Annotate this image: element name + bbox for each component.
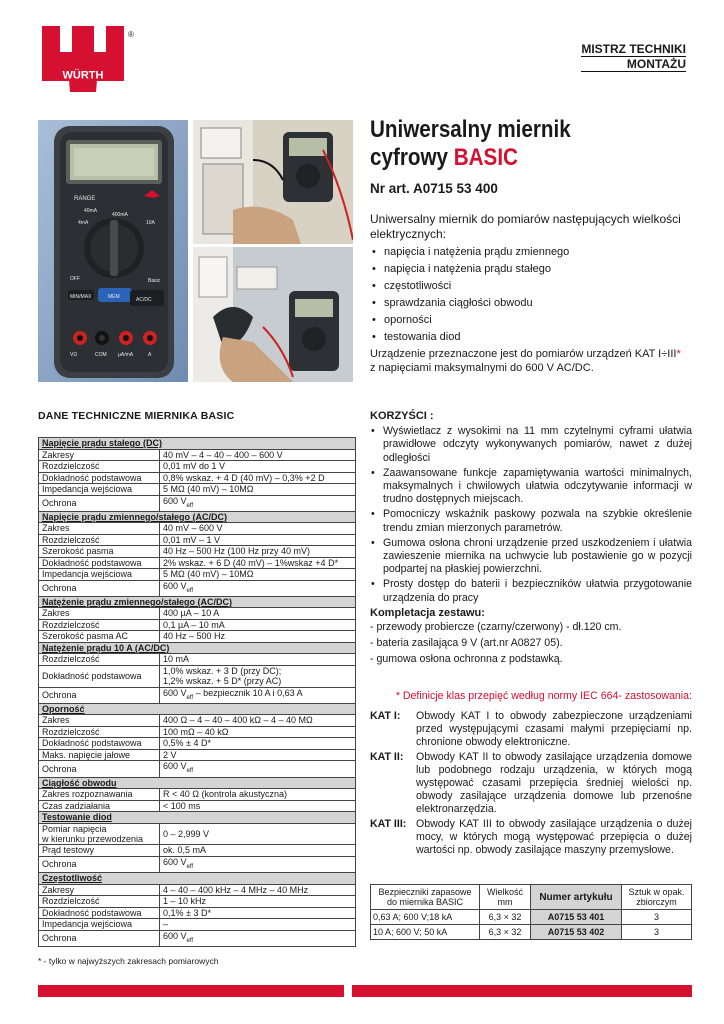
fuses-cell: 10 A; 600 V; 50 kA bbox=[371, 925, 480, 940]
tech-value bbox=[160, 884, 356, 896]
tech-value bbox=[160, 557, 356, 569]
tech-value-text: 1,2% wskaz. + 5 D* (przy AC) bbox=[163, 676, 282, 687]
tech-key-text: Ochrona bbox=[42, 583, 77, 594]
tech-row bbox=[39, 749, 356, 761]
tech-key-text: Maks. napięcie jałowe bbox=[42, 749, 131, 760]
tech-key-text: Ochrona bbox=[42, 690, 77, 701]
benefit-item: • Wyświetlacz z wysokimi na 11 mm czytelnymi cyframi ułatwia prawidłowe odczyty wykonywanych pomiarów, nawet z dużej odległości bbox=[370, 425, 692, 465]
footer-bar-right bbox=[352, 985, 692, 997]
tech-value bbox=[160, 856, 356, 872]
tech-key bbox=[39, 461, 160, 473]
benefit-item: • Zaawansowane funkcje zapamiętywania wartości minimalnych, maksymalnych i chwilowych ułatwia odczytywanie informacji w trudno dostępnych miejscach. bbox=[370, 467, 692, 507]
tech-value-text: – bbox=[163, 919, 169, 930]
tech-value-text: 5 MΩ (40 mV) – 10MΩ bbox=[163, 484, 254, 495]
tech-value bbox=[160, 534, 356, 546]
kat-row bbox=[370, 710, 692, 750]
tech-section-title: Natężenie prądu zmiennego/stałego (AC/DC) bbox=[39, 596, 356, 608]
tech-key bbox=[39, 557, 160, 569]
tech-row bbox=[39, 845, 356, 857]
tech-data-table bbox=[38, 437, 356, 947]
tech-value-text: 600 $V_{eff}$ bbox=[163, 495, 194, 509]
tech-footnote: * - tylko w najwyższych zakresach pomiarowych bbox=[38, 956, 219, 966]
tech-section-row bbox=[39, 812, 356, 824]
tech-value bbox=[160, 800, 356, 812]
fuses-row bbox=[371, 910, 692, 925]
svg-text:µA/mA: µA/mA bbox=[118, 352, 134, 358]
feature-item: • sprawdzania ciągłości obwodu bbox=[370, 296, 690, 310]
tech-row bbox=[39, 738, 356, 750]
tech-key-text: Impedancja wejściowa bbox=[42, 919, 133, 930]
benefit-item: • Pomocniczy wskaźnik paskowy pozwala na szybkie określenie trendu zmian mierzonych parametrów. bbox=[370, 508, 692, 534]
logo-text: WÜRTH bbox=[62, 69, 104, 82]
tech-value-text: 400 µA – 10 A bbox=[163, 608, 220, 619]
tech-key-text: Dokładność podstawowa bbox=[42, 472, 142, 483]
fuses-cell: A0715 53 401 bbox=[531, 910, 622, 925]
tech-value bbox=[160, 654, 356, 666]
tech-row bbox=[39, 856, 356, 872]
kit-item: - gumowa osłona ochronna z podstawką. bbox=[370, 653, 563, 666]
tech-value bbox=[160, 580, 356, 596]
tech-row bbox=[39, 495, 356, 511]
tech-section-row bbox=[39, 703, 356, 715]
feature-item: • częstotliwości bbox=[370, 279, 690, 293]
tech-key-text: Rozdzielczość bbox=[42, 896, 100, 907]
tech-section-title: Częstotliwość bbox=[39, 873, 356, 885]
feature-item: • testowania diod bbox=[370, 330, 690, 344]
tech-section-row bbox=[39, 873, 356, 885]
tech-row bbox=[39, 472, 356, 484]
tech-value bbox=[160, 546, 356, 558]
tech-value bbox=[160, 569, 356, 581]
tech-key bbox=[39, 919, 160, 931]
tech-value-text: 600 $V_{eff}$ bbox=[163, 761, 194, 775]
tech-value-text: 40 Hz – 500 Hz (100 Hz przy 40 mV) bbox=[163, 546, 311, 557]
kat-asterisk: * bbox=[676, 348, 681, 360]
product-title bbox=[370, 116, 654, 172]
tech-row bbox=[39, 665, 356, 687]
tech-value bbox=[160, 687, 356, 703]
kat-row bbox=[370, 818, 692, 858]
fuses-row bbox=[371, 925, 692, 940]
tech-key bbox=[39, 449, 160, 461]
tech-key-text: Dokładność podstawowa bbox=[42, 907, 142, 918]
fuses-header-row bbox=[371, 885, 692, 910]
tech-key-text: Zakresy bbox=[42, 449, 75, 460]
kat-text: Urządzenie przeznaczone jest do pomiarów urządzeń KAT I÷III bbox=[370, 348, 677, 360]
svg-text:400mA: 400mA bbox=[112, 212, 128, 218]
footer-bar-left bbox=[38, 985, 344, 997]
tech-key bbox=[39, 472, 160, 484]
tech-row bbox=[39, 546, 356, 558]
tech-key-text: Ochrona bbox=[42, 933, 77, 944]
tech-section-title: Napięcie prądu zmiennego/stałego (AC/DC) bbox=[39, 511, 356, 523]
tech-key bbox=[39, 715, 160, 727]
spare-fuses-table bbox=[370, 884, 692, 940]
tech-value-text: 0,1% ± 3 D* bbox=[163, 907, 211, 918]
tech-value-text: 40 mV – 4 – 40 – 400 – 600 V bbox=[163, 449, 283, 460]
tech-section-row bbox=[39, 596, 356, 608]
tech-row bbox=[39, 687, 356, 703]
tech-key-text: Zakres rozpoznawania bbox=[42, 789, 133, 800]
fuses-header: Bezpieczniki zapasowe do miernika BASIC bbox=[371, 885, 480, 910]
tech-key bbox=[39, 523, 160, 535]
tech-key bbox=[39, 495, 160, 511]
tech-row bbox=[39, 930, 356, 946]
feature-item: • napięcia i natężenia prądu stałego bbox=[370, 262, 690, 276]
tech-row bbox=[39, 461, 356, 473]
title-word-cyfrowy: cyfrowy bbox=[370, 144, 449, 171]
tech-key-text: Rozdzielczość bbox=[42, 726, 100, 737]
benefits-list bbox=[370, 425, 692, 605]
tech-key-text: Zakres bbox=[42, 523, 70, 534]
tech-key-text: Dokładność podstawowa bbox=[42, 671, 142, 682]
svg-text:VΩ: VΩ bbox=[70, 352, 78, 358]
tech-value-text: 400 Ω – 4 – 40 – 400 kΩ – 4 – 40 MΩ bbox=[163, 715, 313, 726]
fuses-header: Sztuk w opak. zbiorczym bbox=[622, 885, 692, 910]
tech-value-text: 2% wskaz. + 6 D (40 mV) – 1%wskaz +4 D* bbox=[163, 557, 339, 568]
tech-section-title: Oporność bbox=[39, 703, 356, 715]
svg-text:4mA: 4mA bbox=[78, 220, 89, 226]
tech-key bbox=[39, 546, 160, 558]
tech-row bbox=[39, 896, 356, 908]
application-photo-1 bbox=[193, 120, 353, 244]
tech-key bbox=[39, 665, 160, 687]
tech-key bbox=[39, 761, 160, 777]
tech-value bbox=[160, 665, 356, 687]
svg-text:40mA: 40mA bbox=[84, 208, 98, 214]
tech-key-text: Prąd testowy bbox=[42, 845, 95, 856]
tech-value-text: 600 $V_{eff}$ bbox=[163, 930, 194, 944]
kit-item: - przewody probiercze (czarny/czerwony) - dł.120 cm. bbox=[370, 621, 622, 634]
tech-key bbox=[39, 484, 160, 496]
tech-key-text: Pomiar napięcia bbox=[42, 823, 107, 834]
tech-value-text: ok. 0,5 mA bbox=[163, 845, 207, 856]
title-accent-basic: BASIC bbox=[453, 144, 518, 171]
tech-value-text: 40 mV – 600 V bbox=[163, 523, 223, 534]
registered-mark: ® bbox=[128, 30, 134, 39]
tech-row bbox=[39, 715, 356, 727]
tech-value-text: 10 mA bbox=[163, 654, 190, 665]
tech-row bbox=[39, 919, 356, 931]
tech-value bbox=[160, 484, 356, 496]
benefits-section bbox=[370, 410, 692, 670]
tech-value bbox=[160, 845, 356, 857]
tech-key-text: Rozdzielczość bbox=[42, 461, 100, 472]
tech-value bbox=[160, 608, 356, 620]
tech-section-title: Napięcie prądu stałego (DC) bbox=[39, 438, 356, 450]
tech-key-text: Szerokość pasma AC bbox=[42, 631, 129, 642]
tech-key-text: Ochrona bbox=[42, 859, 77, 870]
tech-section-row bbox=[39, 777, 356, 789]
fuses-cell: 6,3 × 32 bbox=[480, 910, 531, 925]
title-line-2 bbox=[370, 144, 654, 172]
tech-row bbox=[39, 484, 356, 496]
tech-key-text: Rozdzielczość bbox=[42, 619, 100, 630]
tech-value bbox=[160, 930, 356, 946]
tech-value bbox=[160, 449, 356, 461]
tech-key bbox=[39, 823, 160, 845]
multimeter-photo bbox=[38, 120, 188, 382]
tech-value-text: 0,5% ± 4 D* bbox=[163, 738, 211, 749]
tech-row bbox=[39, 789, 356, 801]
tech-key bbox=[39, 896, 160, 908]
tech-key bbox=[39, 631, 160, 643]
tech-key-text: Zakres bbox=[42, 715, 70, 726]
tech-value bbox=[160, 761, 356, 777]
tech-value-text: 600 $V_{eff}$ bbox=[163, 580, 194, 594]
tech-key-text: Zakres bbox=[42, 608, 70, 619]
tech-value-text: 0,8% wskaz. + 4 D (40 mV) – 0,3% +2 D bbox=[163, 472, 325, 483]
benefit-item: • Gumowa osłona chroni urządzenie przed uszkodzeniem i ułatwia zawieszenie miernika na uchwycie lub postawienie go w pozycji podpartej na płaskiej powierzchni. bbox=[370, 537, 692, 577]
tech-value-text: 0 – 2,999 V bbox=[163, 828, 210, 839]
tech-value-text: 600 $V_{eff}$ – bezpiecznik 10 A i 0,63 A bbox=[163, 687, 303, 701]
svg-text:OFF: OFF bbox=[70, 276, 80, 282]
tech-data-title: DANE TECHNICZNE MIERNIKA BASIC bbox=[38, 410, 235, 422]
tech-value-text: 100 mΩ – 40 kΩ bbox=[163, 726, 229, 737]
tech-key-text: Dokładność podstawowa bbox=[42, 557, 142, 568]
kat-text-2: z napięciami maksymalnymi do 600 V AC/DC. bbox=[370, 361, 594, 374]
kat-row bbox=[370, 751, 692, 817]
tech-value-text: 0,1 µA – 10 mA bbox=[163, 619, 225, 630]
tech-section-row bbox=[39, 438, 356, 450]
tech-row bbox=[39, 580, 356, 596]
kat-text: Obwody KAT I to obwody zabezpieczone urządzeniami przed występującymi czasami małymi przepięciami np. chronione obwody elektroniczne. bbox=[416, 710, 692, 749]
article-number: Nr art. A0715 53 400 bbox=[370, 181, 498, 196]
tech-row bbox=[39, 654, 356, 666]
benefits-title: KORZYŚCI : bbox=[370, 410, 434, 422]
tech-key bbox=[39, 654, 160, 666]
header-line-1: MISTRZ TECHNIKI bbox=[581, 42, 686, 56]
kat-text: Obwody KAT II to obwody zasilające urządzenia domowe lub podobnego rodzaju urządzenia, w których mogą występować czasami przepięcia średniej wielości np. obwody zasilające urządzenia domowe lub przenośne elektronarzędzia. bbox=[416, 750, 692, 816]
wurth-logo bbox=[38, 24, 128, 94]
tech-value-text: R < 40 Ω (kontrola akustyczna) bbox=[163, 789, 288, 800]
tech-key-text: Ochrona bbox=[42, 497, 77, 508]
tech-row bbox=[39, 608, 356, 620]
tech-key bbox=[39, 789, 160, 801]
tech-value bbox=[160, 749, 356, 761]
tech-row bbox=[39, 726, 356, 738]
kat-text: Obwody KAT III to obwody zasilające urządzenia o dużej mocy, w których mogą występować przepięcia o dużej wartości np. obwody zasilające maszyny przemysłowe. bbox=[416, 817, 692, 857]
tech-row bbox=[39, 800, 356, 812]
tech-value bbox=[160, 789, 356, 801]
tech-key bbox=[39, 569, 160, 581]
tech-value-text: 1,0% wskaz. + 3 D (przy DC); bbox=[163, 665, 282, 676]
tech-section-row bbox=[39, 511, 356, 523]
tech-value-text: 40 Hz – 500 Hz bbox=[163, 631, 226, 642]
tech-key bbox=[39, 534, 160, 546]
tech-value-text: 4 – 40 – 400 kHz – 4 MHz – 40 MHz bbox=[163, 884, 309, 895]
feature-item: • napięcia i natężenia prądu zmiennego bbox=[370, 245, 690, 259]
tech-value bbox=[160, 495, 356, 511]
benefit-item: • Prosty dostęp do baterii i bezpieczników ułatwia przygotowanie urządzenia do pracy bbox=[370, 578, 692, 604]
fuses-cell: A0715 53 402 bbox=[531, 925, 622, 940]
svg-text:COM: COM bbox=[95, 352, 107, 358]
fuses-cell: 6,3 × 32 bbox=[480, 925, 531, 940]
tech-value bbox=[160, 726, 356, 738]
svg-text:A: A bbox=[148, 352, 152, 358]
feature-item: • oporności bbox=[370, 313, 690, 327]
tech-key bbox=[39, 907, 160, 919]
title-line-1: Uniwersalny miernik bbox=[370, 116, 571, 143]
fuses-cell: 0,63 A; 600 V;18 kA bbox=[371, 910, 480, 925]
tech-row bbox=[39, 449, 356, 461]
tech-value-text: 0,01 mV – 1 V bbox=[163, 534, 221, 545]
tech-value-text: 1 – 10 kHz bbox=[163, 896, 207, 907]
kit-item: - bateria zasilająca 9 V (art.nr A0827 05). bbox=[370, 637, 563, 650]
tech-section-title: Natężenie prądu 10 A (AC/DC) bbox=[39, 642, 356, 654]
svg-text:Basic: Basic bbox=[148, 278, 161, 284]
series-header bbox=[581, 42, 686, 72]
tech-key bbox=[39, 800, 160, 812]
tech-row bbox=[39, 619, 356, 631]
tech-value bbox=[160, 631, 356, 643]
fuses-cell: 3 bbox=[622, 910, 692, 925]
tech-value-text: < 100 ms bbox=[163, 800, 201, 811]
tech-value bbox=[160, 472, 356, 484]
tech-row bbox=[39, 557, 356, 569]
tech-value bbox=[160, 919, 356, 931]
header-line-2: MONTAŻU bbox=[581, 57, 686, 72]
tech-row bbox=[39, 534, 356, 546]
tech-key bbox=[39, 738, 160, 750]
svg-text:10A: 10A bbox=[146, 220, 155, 226]
tech-row bbox=[39, 569, 356, 581]
tech-row bbox=[39, 823, 356, 845]
kit-title: Kompletacja zestawu: bbox=[370, 606, 485, 619]
tech-key bbox=[39, 884, 160, 896]
tech-key-text: Dokładność podstawowa bbox=[42, 738, 142, 749]
tech-key-text: Rozdzielczość bbox=[42, 654, 100, 665]
tech-key bbox=[39, 845, 160, 857]
tech-key bbox=[39, 608, 160, 620]
fuses-header: Numer artykułu bbox=[531, 885, 622, 910]
feature-list bbox=[370, 245, 690, 344]
application-photo-2 bbox=[193, 247, 353, 382]
tech-value bbox=[160, 619, 356, 631]
tech-key-text: Zakresy bbox=[42, 884, 75, 895]
tech-key-text: Szerokość pasma bbox=[42, 546, 114, 557]
kat-label: KAT II: bbox=[370, 750, 404, 763]
kat-definitions bbox=[370, 710, 692, 858]
tech-key bbox=[39, 726, 160, 738]
tech-value bbox=[160, 896, 356, 908]
svg-text:RANGE: RANGE bbox=[74, 196, 96, 202]
tech-value bbox=[160, 715, 356, 727]
kat-definitions-note: * Definicje klas przepięć według normy IEC 664- zastosowania: bbox=[395, 690, 692, 702]
tech-section-row bbox=[39, 642, 356, 654]
svg-text:MIN/MAX: MIN/MAX bbox=[70, 294, 92, 300]
tech-section-title: Testowanie diod bbox=[39, 812, 356, 824]
tech-key bbox=[39, 619, 160, 631]
tech-key bbox=[39, 687, 160, 703]
intro-text: Uniwersalny miernik do pomiarów następujących wielkości elektrycznych: bbox=[370, 212, 681, 241]
tech-key-text: w kierunku przewodzenia bbox=[42, 834, 144, 845]
kat-label: KAT I: bbox=[370, 710, 401, 722]
tech-row bbox=[39, 523, 356, 535]
tech-value bbox=[160, 738, 356, 750]
tech-value-text: 600 $V_{eff}$ bbox=[163, 856, 194, 870]
tech-key-text: Czas zadziałania bbox=[42, 800, 111, 811]
tech-key bbox=[39, 856, 160, 872]
tech-key bbox=[39, 930, 160, 946]
svg-text:AC/DC: AC/DC bbox=[136, 297, 152, 303]
tech-key-text: Ochrona bbox=[42, 763, 77, 774]
tech-value-text: 2 V bbox=[163, 749, 177, 760]
tech-row bbox=[39, 884, 356, 896]
fuses-header: Wielkość mm bbox=[480, 885, 531, 910]
tech-key bbox=[39, 749, 160, 761]
tech-row bbox=[39, 907, 356, 919]
tech-value bbox=[160, 523, 356, 535]
tech-row bbox=[39, 761, 356, 777]
fuses-cell: 3 bbox=[622, 925, 692, 940]
tech-value bbox=[160, 907, 356, 919]
tech-value-text: 0,01 mV do 1 V bbox=[163, 461, 226, 472]
kat-label: KAT III: bbox=[370, 817, 407, 830]
svg-text:MEM: MEM bbox=[108, 294, 120, 300]
kat-statement bbox=[370, 348, 690, 375]
tech-value bbox=[160, 823, 356, 845]
tech-key-text: Impedancja wejściowa bbox=[42, 484, 133, 495]
tech-key bbox=[39, 580, 160, 596]
tech-section-title: Ciągłość obwodu bbox=[39, 777, 356, 789]
tech-row bbox=[39, 631, 356, 643]
tech-value bbox=[160, 461, 356, 473]
tech-value-text: 5 MΩ (40 mV) – 10MΩ bbox=[163, 569, 254, 580]
tech-key-text: Impedancja wejściowa bbox=[42, 569, 133, 580]
tech-key-text: Rozdzielczość bbox=[42, 534, 100, 545]
product-intro bbox=[370, 212, 690, 375]
